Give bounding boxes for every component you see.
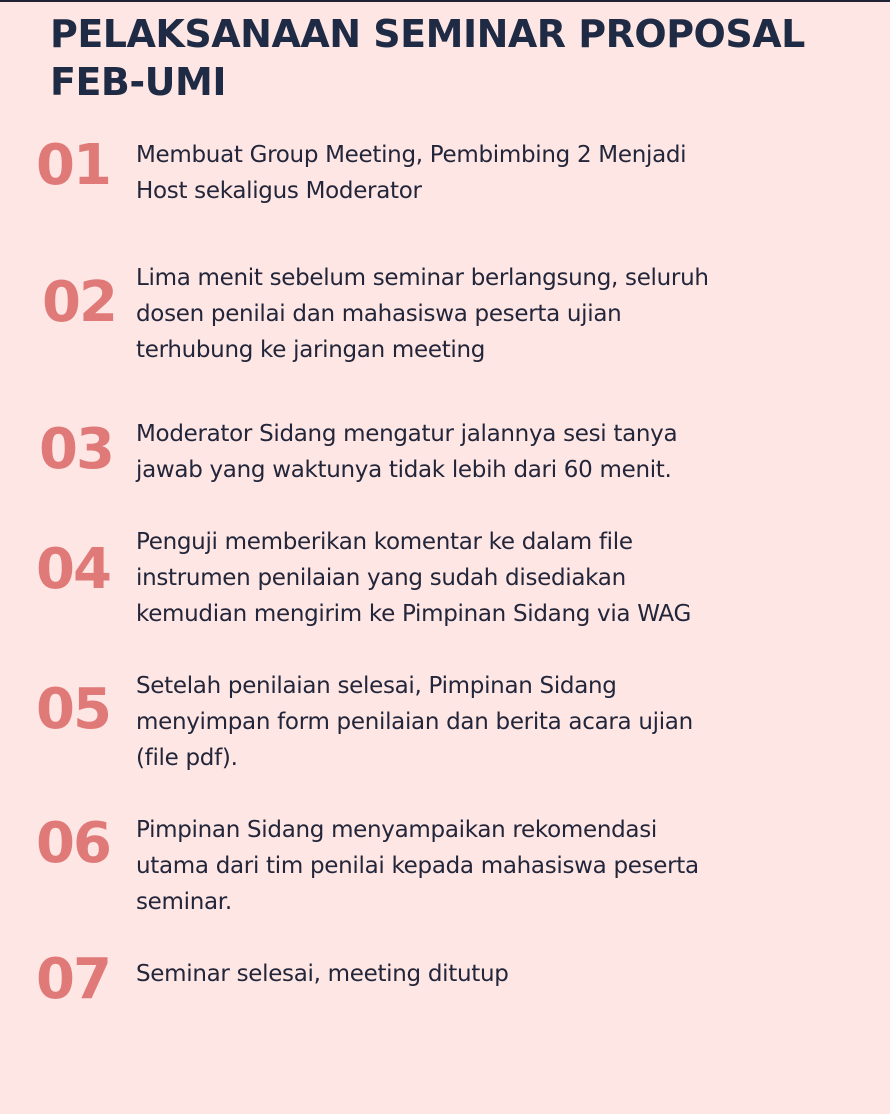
step-text <box>136 416 776 488</box>
step-text-line: kemudian mengirim ke Pimpinan Sidang via WAG <box>136 601 691 627</box>
step-number: 01 <box>36 133 110 198</box>
step-text-line: terhubung ke jaringan meeting <box>136 337 486 363</box>
title-line: FEB-UMI <box>50 60 226 104</box>
step-text-line: dosen penilai dan mahasiswa peserta ujian <box>136 301 622 327</box>
step-text <box>136 260 776 368</box>
step-text-line: utama dari tim penilai kepada mahasiswa peserta <box>136 853 699 879</box>
step-number: 03 <box>39 417 113 482</box>
step-text-line: Setelah penilaian selesai, Pimpinan Sidang <box>136 673 617 699</box>
step-text-line: seminar. <box>136 889 232 915</box>
step-text <box>136 668 776 776</box>
step-text-line: Moderator Sidang mengatur jalannya sesi tanya <box>136 421 678 447</box>
step-text <box>136 956 776 992</box>
top-border <box>0 0 890 2</box>
step-text-line: menyimpan form penilaian dan berita acara ujian <box>136 709 693 735</box>
step-text-line: instrumen penilaian yang sudah disediakan <box>136 565 626 591</box>
step-text <box>136 137 776 209</box>
step-number: 07 <box>36 947 110 1012</box>
step-number: 05 <box>36 677 110 742</box>
step-text-line: Pimpinan Sidang menyampaikan rekomendasi <box>136 817 657 843</box>
step-number: 06 <box>36 811 110 876</box>
step-text-line: jawab yang waktunya tidak lebih dari 60 menit. <box>136 457 672 483</box>
title-line: PELAKSANAAN SEMINAR PROPOSAL <box>50 12 805 56</box>
step-text-line: (file pdf). <box>136 745 238 771</box>
step-number: 04 <box>36 537 110 602</box>
step-number: 02 <box>42 270 116 335</box>
step-text <box>136 812 776 920</box>
step-text-line: Penguji memberikan komentar ke dalam file <box>136 529 633 555</box>
step-text-line: Lima menit sebelum seminar berlangsung, seluruh <box>136 265 709 291</box>
step-text <box>136 524 776 632</box>
step-text-line: Seminar selesai, meeting ditutup <box>136 961 509 987</box>
step-text-line: Membuat Group Meeting, Pembimbing 2 Menjadi <box>136 142 687 168</box>
page-title <box>50 10 850 106</box>
step-text-line: Host sekaligus Moderator <box>136 178 422 204</box>
